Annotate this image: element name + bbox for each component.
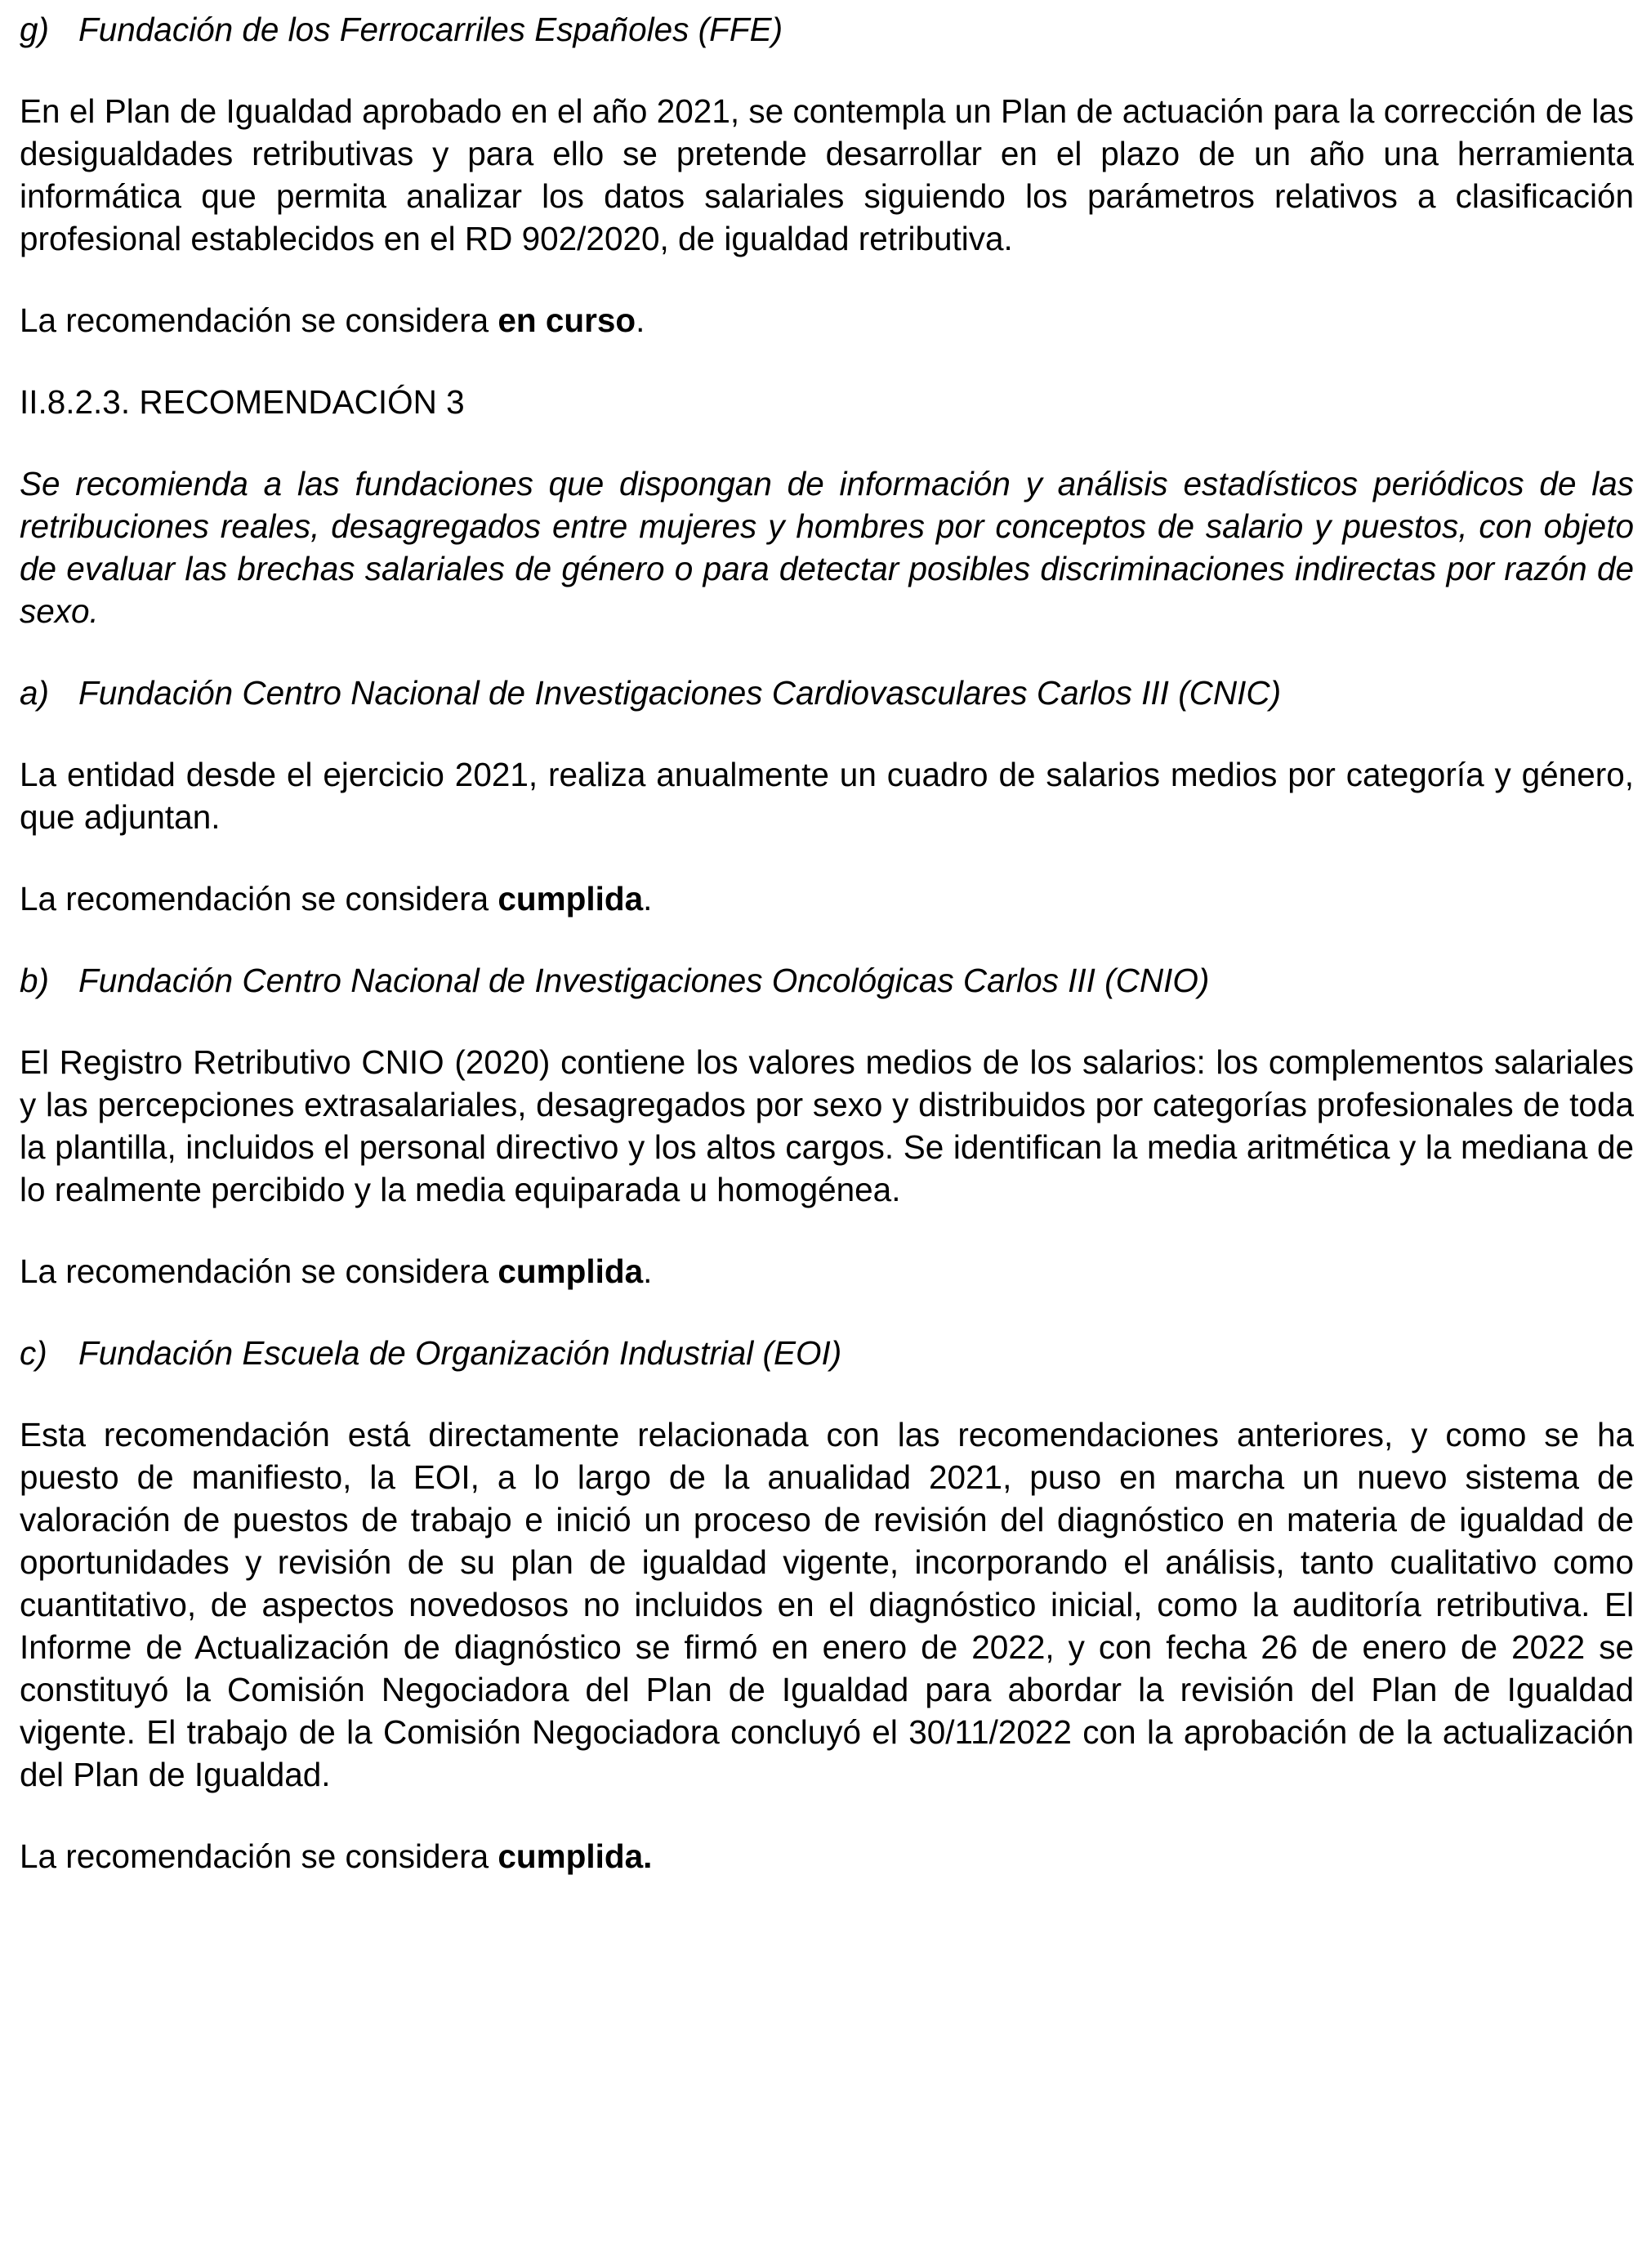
recommendation-text: Se recomienda a las fundaciones que dispongan de información y análisis estadísticos periódicos de las retribuciones reales, desagregados entre mujeres y hombres por conceptos de salario y puestos, con objeto de evaluar las brechas salariales de género o para detectar posibles discriminaciones indirectas por razón de sexo. [20, 465, 1634, 630]
section-a-status-value: cumplida [498, 880, 644, 917]
section-b-title: Fundación Centro Nacional de Investigaciones Oncológicas Carlos III (CNIO) [78, 962, 1210, 999]
section-a-title: Fundación Centro Nacional de Investigaciones Cardiovasculares Carlos III (CNIC) [78, 674, 1282, 712]
section-g-status-prefix: La recomendación se considera [20, 301, 498, 339]
section-g-letter: g) [20, 11, 50, 48]
section-b-letter: b) [20, 962, 50, 999]
section-b-body: El Registro Retributivo CNIO (2020) contiene los valores medios de los salarios: los complementos salariales y las percepciones extrasalariales, desagregados por sexo y distribuidos por categorías profesionales de toda la plantilla, incluidos el personal directivo y los altos cargos. Se identifican la media aritmética y la mediana de lo realmente percibido y la media equiparada u homogénea. [20, 1043, 1634, 1208]
section-g-heading [20, 8, 1634, 51]
section-c-body: Esta recomendación está directamente relacionada con las recomendaciones anteriores, y como se ha puesto de manifiesto, la EOI, a lo largo de la anualidad 2021, puso en marcha un nuevo sistema de valoración de puestos de trabajo e inició un proceso de revisión del diagnóstico en materia de igualdad de oportunidades y revisión de su plan de igualdad vigente, incorporando el análisis, tanto cualitativo como cuantitativo, de aspectos novedosos no incluidos en el diagnóstico inicial, como la auditoría retributiva. El Informe de Actualización de diagnóstico se firmó en enero de 2022, y con fecha 26 de enero de 2022 se constituyó la Comisión Negociadora del Plan de Igualdad para abordar la revisión del Plan de Igualdad vigente. El trabajo de la Comisión Negociadora concluyó el 30/11/2022 con la aprobación de la actualización del Plan de Igualdad. [20, 1416, 1634, 1793]
section-b-heading [20, 959, 1634, 1002]
section-c-letter: c) [20, 1334, 47, 1372]
section-g-status [20, 299, 1634, 342]
recommendation-heading: II.8.2.3. RECOMENDACIÓN 3 [20, 383, 465, 421]
section-b-status [20, 1250, 1634, 1292]
section-b-status-value: cumplida [498, 1252, 644, 1290]
section-c-status-value: cumplida. [498, 1837, 653, 1875]
section-c-heading [20, 1332, 1634, 1374]
section-g-status-suffix: . [636, 301, 645, 339]
section-b-status-prefix: La recomendación se considera [20, 1252, 498, 1290]
section-a-status-prefix: La recomendación se considera [20, 880, 498, 917]
section-a-letter: a) [20, 674, 50, 712]
section-a-heading [20, 672, 1634, 714]
section-g-title: Fundación de los Ferrocarriles Españoles (FFE) [78, 11, 783, 48]
section-c-title: Fundación Escuela de Organización Industrial (EOI) [78, 1334, 842, 1372]
section-a-body: La entidad desde el ejercicio 2021, realiza anualmente un cuadro de salarios medios por categoría y género, que adjuntan. [20, 756, 1634, 836]
document-page [20, 8, 1634, 1877]
section-a-status-suffix: . [643, 880, 653, 917]
section-c-status-prefix: La recomendación se considera [20, 1837, 498, 1875]
section-b-status-suffix: . [643, 1252, 653, 1290]
section-g-status-value: en curso [498, 301, 636, 339]
section-g-body: En el Plan de Igualdad aprobado en el año 2021, se contempla un Plan de actuación para la corrección de las desigualdades retributivas y para ello se pretende desarrollar en el plazo de un año una herramienta informática que permita analizar los datos salariales siguiendo los parámetros relativos a clasificación profesional establecidos en el RD 902/2020, de igualdad retributiva. [20, 92, 1634, 257]
section-a-status [20, 877, 1634, 920]
section-c-status [20, 1835, 1634, 1877]
